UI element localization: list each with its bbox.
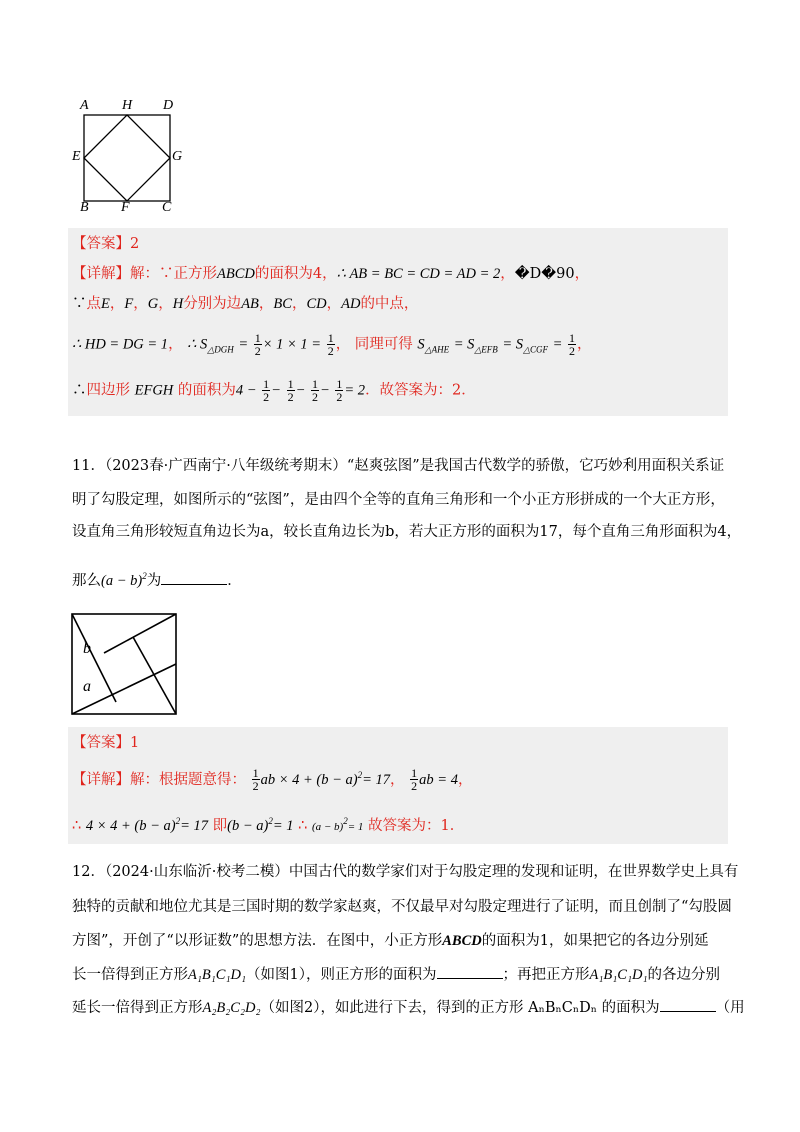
numerator: 1 bbox=[263, 377, 270, 391]
q11-line-4 bbox=[72, 566, 242, 591]
math-segment: F bbox=[124, 296, 134, 312]
label-b: B bbox=[80, 200, 89, 215]
numerator: 1 bbox=[287, 377, 294, 391]
denominator: 2 bbox=[287, 390, 294, 404]
denominator: 2 bbox=[254, 344, 261, 358]
q12-line-1: 12．（2024·山东临沂·校考二模）中国古代的数学家们对于勾股定理的发现和证明，在世界数学史上具有 bbox=[72, 864, 739, 880]
q11-line-1: 11．（2023春·广西南宁·八年级统考期末）“赵爽弦图”是我国古代数学的骄傲，它巧妙利用面积关系证 bbox=[72, 458, 725, 474]
detail-line-4 bbox=[72, 378, 476, 403]
label-h: H bbox=[122, 98, 133, 113]
detail-line-1 bbox=[72, 765, 472, 792]
math-segment: = 1 bbox=[272, 817, 294, 834]
math-segment: = bbox=[238, 336, 249, 353]
numerator: 1 bbox=[336, 377, 343, 391]
answer-line bbox=[72, 733, 139, 753]
math-segment: (b − a) bbox=[227, 817, 269, 834]
math-segment: A₁B₁C₁D₁ bbox=[589, 967, 648, 983]
answer-box-q10 bbox=[68, 228, 728, 416]
text-segment: ；再把正方形 bbox=[502, 967, 590, 983]
text-segment: ， bbox=[457, 771, 473, 788]
math-segment: A₁B₁C₁D₁ bbox=[188, 967, 247, 983]
detail-line-2 bbox=[72, 294, 418, 314]
q12-line-3 bbox=[72, 931, 708, 951]
detail-line-1 bbox=[72, 264, 589, 284]
fraction-half bbox=[254, 332, 262, 357]
text-segment: 方图”，开创了“以形证数”的思想方法．在图中，小正方形 bbox=[72, 933, 443, 949]
math-segment: 4 × 4 + (b − a) bbox=[85, 817, 176, 834]
detail-line-2 bbox=[72, 811, 464, 837]
math-segment: (a − b) bbox=[101, 572, 143, 589]
text-segment: （如图1），则正方形的面积为 bbox=[246, 967, 437, 983]
denominator: 2 bbox=[569, 344, 575, 358]
math-segment: ab × 4 + (b − a) bbox=[260, 771, 358, 788]
math-segment: − bbox=[319, 382, 330, 399]
figure-square-abcd bbox=[70, 98, 190, 218]
xian-diagram bbox=[70, 612, 180, 717]
math-segment: ∴ HD = DG = 1 bbox=[72, 336, 169, 353]
denominator: 2 bbox=[252, 779, 259, 794]
text-segment: ． bbox=[227, 572, 242, 589]
fraction-half bbox=[327, 332, 335, 357]
text-segment: 延长一倍得到正方形 bbox=[72, 1000, 203, 1016]
answer-tag: 【答案】 bbox=[72, 735, 130, 751]
numerator: 1 bbox=[311, 377, 318, 391]
label-d: D bbox=[163, 98, 174, 113]
math-segment: = 17 bbox=[180, 817, 209, 834]
math-subscript: △AHE bbox=[424, 344, 450, 355]
text-segment: 的中点， bbox=[360, 296, 419, 312]
text-segment: ， bbox=[133, 296, 148, 312]
q12-line-5 bbox=[72, 997, 745, 1018]
text-segment: 即 bbox=[212, 817, 228, 834]
figure-xian-diagram bbox=[70, 612, 180, 717]
math-segment: − bbox=[271, 382, 281, 399]
math-segment: ∵ bbox=[72, 296, 87, 312]
math-superscript: 2 bbox=[175, 816, 181, 826]
answer-value: 1 bbox=[130, 735, 140, 751]
answer-blank[interactable] bbox=[660, 997, 716, 1012]
math-segment: A₂B₂C₂D₂ bbox=[202, 1000, 261, 1016]
fraction-half bbox=[311, 378, 319, 403]
text-segment: ．故答案为：2． bbox=[365, 382, 476, 399]
denominator: 2 bbox=[311, 390, 318, 404]
text-segment: ， bbox=[500, 266, 515, 282]
text-segment: 四边形 bbox=[86, 382, 130, 399]
math-segment: = S bbox=[502, 336, 524, 353]
numerator: 1 bbox=[254, 331, 261, 345]
math-superscript: 2 bbox=[343, 816, 348, 826]
math-superscript: 2 bbox=[357, 770, 363, 780]
math-segment: ab = 4 bbox=[419, 771, 458, 788]
detail-tag: 【详解】 bbox=[72, 266, 130, 282]
numerator: 1 bbox=[252, 766, 259, 781]
text-segment: ， bbox=[390, 771, 405, 788]
q12-line-2: 独特的贡献和地位尤其是三国时期的数学家赵爽，不仅最早对勾股定理进行了证明，而且创制了“勾股圆 bbox=[72, 899, 732, 915]
math-subscript: △EFB bbox=[474, 344, 498, 355]
fraction-half bbox=[262, 378, 270, 403]
fraction-half bbox=[568, 332, 576, 357]
math-segment: BC bbox=[273, 296, 292, 312]
text-segment: 的面积为1，如果把它的各边分别延 bbox=[481, 933, 709, 949]
text-segment: ， bbox=[158, 296, 173, 312]
numerator: 1 bbox=[569, 331, 575, 345]
text-segment: ， bbox=[335, 336, 351, 353]
math-segment: = S bbox=[453, 336, 475, 353]
label-f: F bbox=[121, 200, 130, 215]
answer-blank[interactable] bbox=[161, 570, 227, 585]
math-segment: ABCD bbox=[217, 266, 255, 282]
fraction-half bbox=[287, 378, 295, 403]
math-segment: �D�90 bbox=[514, 266, 575, 282]
math-superscript: 2 bbox=[142, 571, 147, 581]
detail-tag: 【详解】 bbox=[72, 771, 130, 788]
text-segment: 正方形 bbox=[173, 266, 217, 282]
text-segment: （如图2），如此进行下去，得到的正方形 AₙBₙCₙDₙ 的面积为 bbox=[260, 1000, 660, 1016]
text-segment: ， bbox=[109, 296, 125, 312]
text-segment: 长一倍得到正方形 bbox=[72, 967, 188, 983]
fraction-half bbox=[410, 767, 418, 792]
text-segment: 分别为边 bbox=[183, 296, 242, 312]
math-segment: EFGH bbox=[134, 382, 174, 399]
math-segment: − bbox=[295, 382, 306, 399]
math-segment: × 1 × 1 = bbox=[262, 336, 322, 353]
math-segment: E bbox=[101, 296, 110, 312]
text-segment: 同理可得 bbox=[354, 336, 413, 353]
math-subscript: △CGF bbox=[523, 344, 548, 355]
math-segment: = 2 bbox=[344, 382, 366, 399]
text-segment: ， bbox=[326, 296, 342, 312]
math-segment: = 17 bbox=[362, 771, 391, 788]
label-a-side: a bbox=[83, 678, 91, 695]
denominator: 2 bbox=[336, 390, 343, 404]
text-segment: 的面积为 bbox=[177, 382, 236, 399]
text-segment: 解：∵ bbox=[130, 266, 174, 282]
math-segment: = 1 bbox=[347, 820, 364, 833]
label-e: E bbox=[72, 149, 81, 164]
denominator: 2 bbox=[411, 779, 418, 794]
numerator: 1 bbox=[327, 331, 334, 345]
fraction-half bbox=[252, 767, 260, 792]
q11-line-2: 明了勾股定理，如图所示的“弦图”，是由四个全等的直角三角形和一个小正方形拼成的一个大正方形， bbox=[72, 492, 725, 508]
answer-blank[interactable] bbox=[437, 964, 503, 979]
text-segment: 的各边分别 bbox=[647, 967, 721, 983]
math-segment: H bbox=[172, 296, 184, 312]
text-segment: 那么 bbox=[72, 572, 101, 589]
answer-line bbox=[72, 234, 139, 254]
math-segment: ∴ bbox=[298, 817, 308, 834]
text-segment: （用 bbox=[715, 1000, 745, 1016]
label-b-side: b bbox=[83, 640, 91, 657]
math-segment: AD bbox=[341, 296, 361, 312]
text-segment: ， bbox=[168, 336, 183, 353]
denominator: 2 bbox=[327, 344, 334, 358]
label-g: G bbox=[172, 149, 183, 164]
numerator: 1 bbox=[411, 766, 418, 781]
denominator: 2 bbox=[263, 390, 270, 404]
fraction-half bbox=[335, 378, 343, 403]
text-segment: ， bbox=[258, 296, 274, 312]
answer-box-q11 bbox=[68, 727, 728, 844]
math-segment: 4 − bbox=[235, 382, 257, 399]
answer-tag: 【答案】 bbox=[72, 236, 130, 252]
text-segment: 故答案为：1． bbox=[368, 817, 465, 834]
answer-value: 2 bbox=[130, 236, 140, 252]
label-c: C bbox=[162, 200, 172, 215]
q11-line-3: 设直角三角形较短直角边长为a，较长直角边长为b，若大正方形的面积为17，每个直角三角形面积为4， bbox=[72, 524, 742, 540]
text-segment: ， bbox=[291, 296, 307, 312]
math-segment: ∴ bbox=[72, 817, 82, 834]
math-segment: S bbox=[417, 336, 425, 353]
text-segment: 的面积为4， bbox=[254, 266, 337, 282]
math-segment: CD bbox=[306, 296, 327, 312]
math-segment: ∴ bbox=[72, 382, 87, 399]
math-superscript: 2 bbox=[268, 816, 273, 826]
text-segment: 解：根据题意得： bbox=[130, 771, 246, 788]
math-segment: (a − b) bbox=[311, 820, 344, 833]
math-segment: = bbox=[552, 336, 563, 353]
math-segment: G bbox=[147, 296, 159, 312]
math-segment: ∴ AB = BC = CD = AD = 2 bbox=[336, 266, 501, 282]
detail-line-3 bbox=[72, 332, 592, 359]
text-segment: 点 bbox=[86, 296, 101, 312]
text-segment: ， bbox=[577, 336, 592, 353]
math-subscript: △DGH bbox=[207, 344, 234, 355]
text-segment: ， bbox=[574, 266, 590, 282]
math-segment: ∴ S bbox=[187, 336, 208, 353]
math-segment: AB bbox=[241, 296, 259, 312]
q12-line-4 bbox=[72, 964, 720, 985]
label-a: A bbox=[80, 98, 89, 113]
math-segment: ABCD bbox=[442, 933, 482, 949]
text-segment: 为 bbox=[146, 572, 162, 589]
